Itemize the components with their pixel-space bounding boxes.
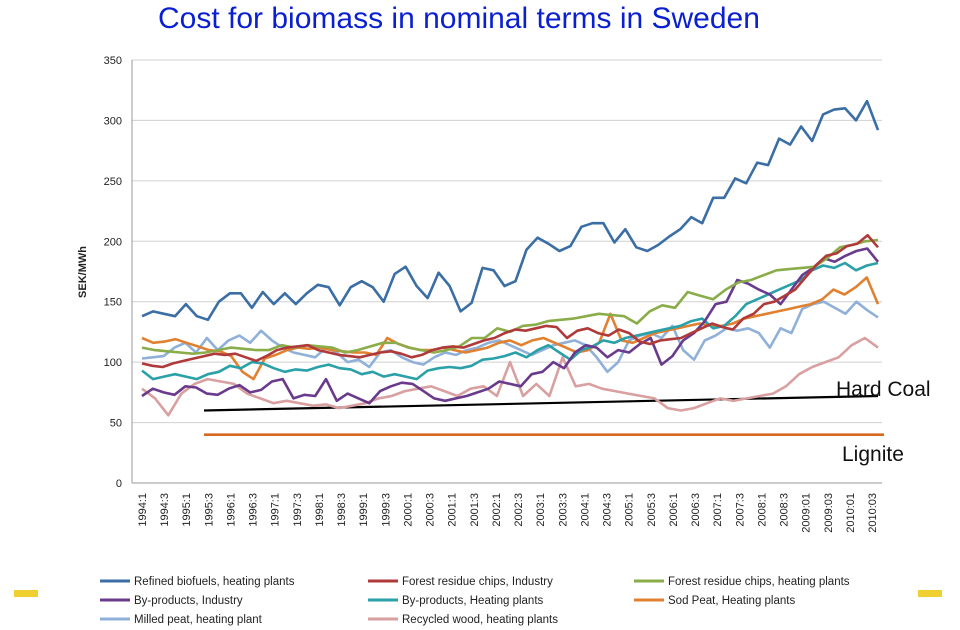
x-tick-label: 2000:3 [424, 493, 437, 527]
x-tick-label: 1996:3 [247, 493, 260, 527]
x-tick-label: 1997:1 [269, 493, 282, 527]
axes [132, 60, 882, 483]
x-tick-label: 2001:1 [446, 493, 459, 527]
gridlines [132, 60, 882, 483]
y-tick-label: 150 [103, 296, 122, 309]
x-tick-label: 1995:3 [203, 493, 216, 527]
series-line-by-products-industry [142, 249, 878, 404]
x-tick-label: 2007:3 [734, 493, 747, 527]
x-tick-label: 2007:1 [712, 493, 725, 527]
x-tick-label: 2005:3 [645, 493, 658, 527]
annotation-lignite: Lignite [842, 443, 904, 466]
x-tick-label: 2003:3 [557, 493, 570, 527]
y-tick-label: 250 [103, 175, 122, 188]
x-tick-label: 2001:3 [468, 493, 481, 527]
x-tick-label: 2000:1 [402, 493, 415, 527]
annotation-hard-coal: Hard Coal [836, 378, 931, 401]
y-tick-label: 300 [103, 115, 122, 128]
legend-label: Forest residue chips, Industry [402, 576, 553, 588]
series-line-refined-biofuels-heating-plants [142, 101, 878, 320]
y-tick-labels [104, 55, 122, 490]
legend-label: Sod Peat, Heating plants [668, 595, 796, 607]
y-tick-label: 200 [103, 236, 122, 249]
y-tick-label: 50 [109, 417, 122, 430]
x-tick-label: 2002:3 [513, 493, 526, 527]
x-tick-label: 1997:3 [291, 493, 304, 527]
x-tick-labels [137, 493, 879, 533]
x-tick-label: 2002:1 [490, 493, 503, 527]
x-tick-label: 1999:3 [380, 493, 393, 527]
reference-lines [204, 396, 884, 435]
y-tick-label: 0 [115, 478, 122, 490]
decor-bar-left [14, 590, 38, 597]
x-tick-label: 2004:1 [579, 493, 592, 527]
x-tick-label: 1996:1 [225, 493, 238, 527]
legend-label: Milled peat, heating plant [134, 614, 262, 626]
x-tick-label: 2008:3 [778, 493, 791, 527]
legend-label: Refined biofuels, heating plants [134, 576, 295, 588]
x-tick-label: 2009:03 [822, 493, 835, 533]
x-tick-label: 1994:3 [159, 493, 172, 527]
x-tick-label: 1994:1 [137, 493, 149, 527]
x-tick-label: 2004:3 [601, 493, 614, 527]
legend-label: Forest residue chips, heating plants [668, 576, 850, 588]
legend [100, 576, 850, 626]
legend-label: Recycled wood, heating plants [402, 614, 558, 626]
x-tick-label: 1995:1 [181, 493, 194, 527]
y-tick-label: 350 [103, 55, 122, 67]
x-tick-label: 1998:1 [313, 493, 326, 527]
x-tick-label: 2006:1 [667, 493, 680, 527]
legend-label: By-products, Heating plants [402, 595, 544, 607]
x-tick-label: 1998:3 [336, 493, 349, 527]
x-tick-label: 2010:03 [867, 493, 879, 533]
x-tick-label: 2009:01 [800, 493, 813, 533]
y-tick-label: 100 [103, 357, 122, 370]
series-line-forest-residue-chips-heating-plants [142, 240, 878, 354]
x-tick-label: 2010:01 [844, 493, 857, 533]
y-axis-label: SEK/MWh [77, 246, 89, 298]
x-tick-label: 2008:1 [756, 493, 769, 527]
decor-bar-right [918, 590, 942, 597]
x-tick-label: 2003:1 [535, 493, 548, 527]
x-tick-label: 1999:1 [358, 493, 371, 527]
series-lines [142, 101, 878, 415]
x-tick-label: 2005:1 [623, 493, 636, 527]
series-line-forest-residue-chips-industry [142, 235, 878, 367]
x-tick-label: 2006:3 [690, 493, 703, 527]
legend-label: By-products, Industry [134, 595, 243, 607]
chart-title: Cost for biomass in nominal terms in Sweden [158, 2, 760, 35]
